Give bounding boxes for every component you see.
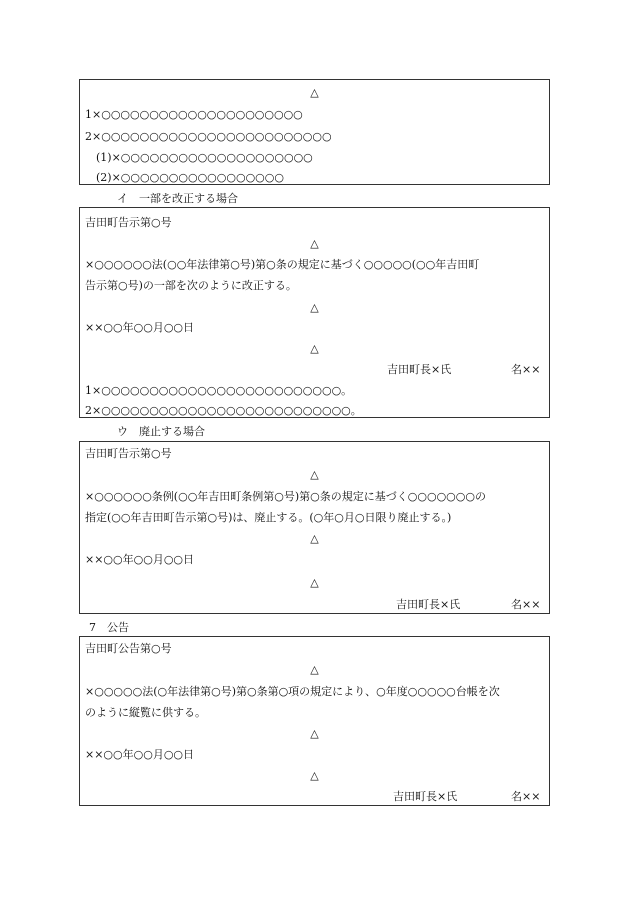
notice-date: ××○○年○○月○○日	[85, 748, 195, 761]
signer-name: 名××	[511, 598, 541, 611]
section-caption-public-notice: 7 公告	[89, 621, 129, 634]
notice-body-line-1: ×○○○○○○条例(○○年吉田町条例第○号)第○条の規定に基づく○○○○○○○の	[85, 490, 486, 503]
example-box-abolition	[79, 441, 550, 614]
notice-body-line-1: ×○○○○○○法(○○年法律第○号)第○条の規定に基づく○○○○○(○○年吉田町	[85, 258, 480, 271]
notice-title: 吉田町公告第○号	[85, 642, 172, 655]
subitem-line-1: (1)×○○○○○○○○○○○○○○○○○○○○	[96, 151, 313, 164]
section-caption-partial-amendment: イ 一部を改正する場合	[117, 192, 238, 205]
notice-date: ××○○年○○月○○日	[85, 321, 195, 334]
triangle-mark: △	[310, 86, 319, 99]
subitem-line-2: (2)×○○○○○○○○○○○○○○○○○	[96, 171, 284, 184]
item-line-2: 2×○○○○○○○○○○○○○○○○○○○○○○○○	[85, 130, 332, 143]
notice-title: 吉田町告示第○号	[85, 447, 172, 460]
signer-title: 吉田町長×氏	[387, 363, 452, 376]
triangle-mark: △	[310, 727, 319, 740]
signer-name: 名××	[511, 790, 541, 803]
triangle-mark: △	[310, 301, 319, 314]
triangle-mark: △	[310, 663, 319, 676]
amendment-item-2: 2×○○○○○○○○○○○○○○○○○○○○○○○○○○。	[85, 404, 362, 417]
notice-body-line-1: ×○○○○○法(○年法律第○号)第○条第○項の規定により、○年度○○○○○台帳を次	[85, 685, 500, 698]
notice-date: ××○○年○○月○○日	[85, 553, 195, 566]
amendment-item-1: 1×○○○○○○○○○○○○○○○○○○○○○○○○○。	[85, 384, 353, 397]
example-box-amendment	[79, 207, 550, 418]
triangle-mark: △	[310, 237, 319, 250]
notice-body-line-2: のように縦覧に供する。	[85, 706, 206, 719]
example-box-1	[79, 79, 550, 185]
item-line-1: 1×○○○○○○○○○○○○○○○○○○○○○	[85, 108, 303, 121]
section-caption-abolition: ウ 廃止する場合	[117, 425, 205, 438]
triangle-mark: △	[310, 532, 319, 545]
signer-title: 吉田町長×氏	[396, 598, 461, 611]
triangle-mark: △	[310, 769, 319, 782]
notice-title: 吉田町告示第○号	[85, 216, 172, 229]
example-box-public-notice	[79, 636, 550, 806]
signer-name: 名××	[511, 363, 541, 376]
notice-body-line-2: 指定(○○年吉田町告示第○号)は、廃止する。(○年○月○日限り廃止する。)	[85, 511, 452, 524]
notice-body-line-2: 告示第○号)の一部を次のように改正する。	[85, 279, 297, 292]
triangle-mark: △	[310, 342, 319, 355]
triangle-mark: △	[310, 576, 319, 589]
signer-title: 吉田町長×氏	[393, 790, 458, 803]
triangle-mark: △	[310, 468, 319, 481]
